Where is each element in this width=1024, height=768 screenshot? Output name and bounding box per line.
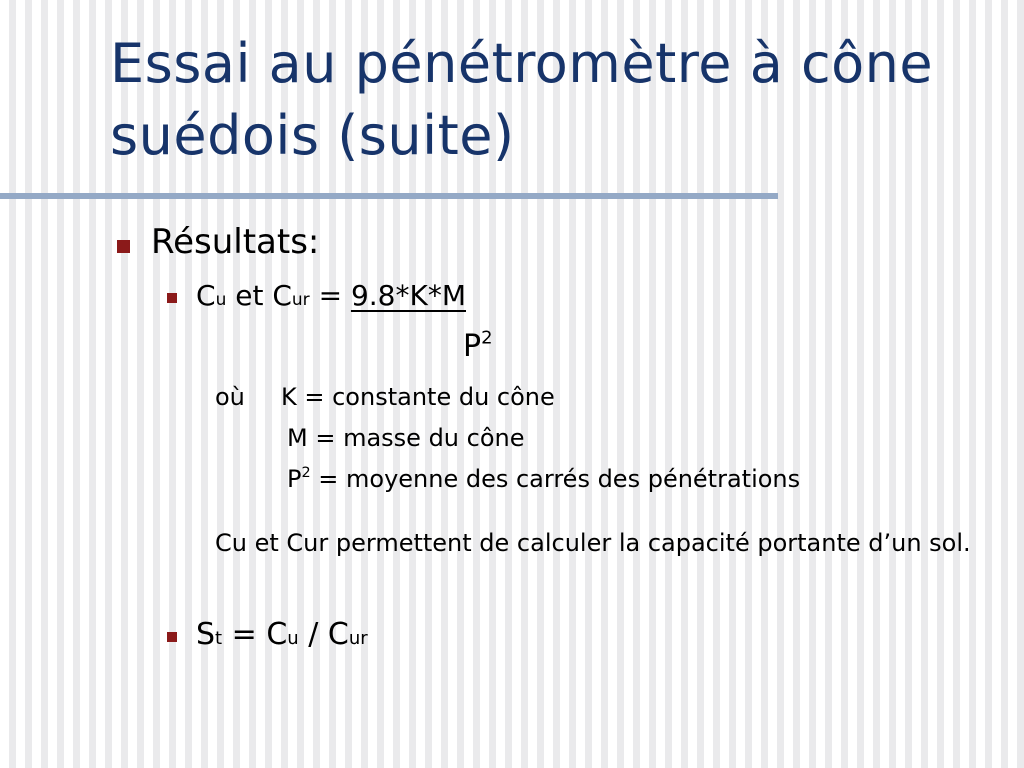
- definition-p2: [287, 465, 800, 493]
- definition-p-text: = moyenne des carrés des pénétrations: [310, 465, 801, 493]
- results-heading: Résultats:: [151, 222, 320, 262]
- formula-c: C: [196, 279, 216, 312]
- definition-ou: où: [215, 383, 245, 411]
- definition-p-exponent: 2: [301, 464, 311, 481]
- sensitivity-formula: [196, 617, 368, 652]
- sensitivity-sub-t: t: [215, 628, 223, 649]
- slide-title: Essai au pénétromètre à cône suédois (suite): [110, 32, 934, 167]
- sensitivity-sub-ur: ur: [348, 628, 368, 649]
- sensitivity-eq-c: = C: [222, 617, 288, 652]
- denominator-base: P: [463, 329, 482, 364]
- sensitivity-sub-u: u: [287, 628, 299, 649]
- sensitivity-s: S: [196, 617, 216, 652]
- definition-k: K = constante du cône: [281, 383, 555, 411]
- formula-line: [196, 279, 466, 312]
- formula-numerator: 9.8*K*M: [350, 279, 466, 312]
- title-divider: [0, 193, 778, 199]
- sensitivity-slash-c: / C: [298, 617, 349, 652]
- square-bullet-icon: [167, 632, 177, 642]
- capacity-paragraph: Cu et Cur permettent de calculer la capacité portante d’un sol.: [215, 529, 971, 557]
- formula-et-c: et C: [226, 279, 292, 312]
- square-bullet-icon: [167, 293, 177, 303]
- denominator-exponent: 2: [481, 327, 493, 349]
- formula-sub-ur: ur: [291, 290, 310, 310]
- formula-sub-u: u: [215, 290, 227, 310]
- definition-m: M = masse du cône: [287, 424, 525, 452]
- formula-denominator: [463, 329, 493, 364]
- definition-p-base: P: [287, 465, 302, 493]
- square-bullet-icon: [117, 240, 130, 253]
- formula-equals: =: [309, 279, 351, 312]
